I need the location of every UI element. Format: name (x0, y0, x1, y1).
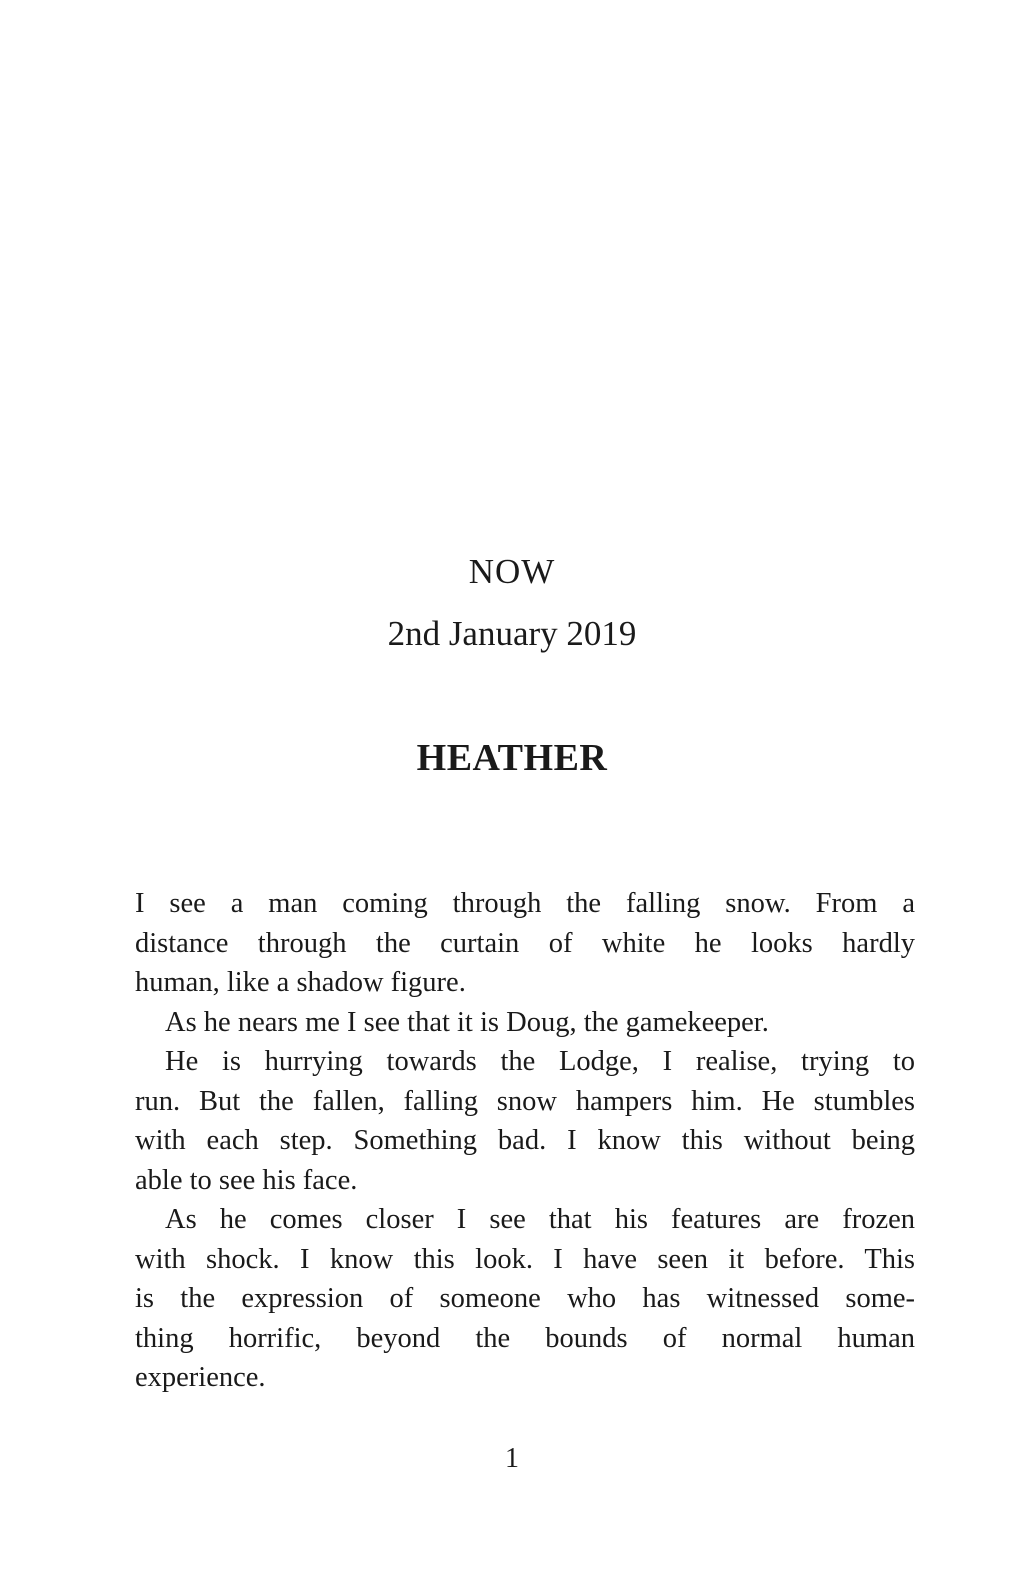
text-line: human, like a shadow figure. (135, 967, 466, 998)
text-line: run. But the fallen, falling snow hampers him. He stumbles (135, 1085, 915, 1117)
part-label: NOW (468, 552, 556, 591)
text-line: I see a man coming through the falling snow. From a (135, 888, 915, 919)
chapter-narrator-title: HEATHER (416, 737, 608, 779)
text-line: with shock. I know this look. I have seen it before. This (135, 1243, 915, 1275)
text-line: is the expression of someone who has witnessed some- (135, 1283, 915, 1314)
text-line: experience. (135, 1362, 266, 1393)
text-line: able to see his face. (135, 1164, 358, 1196)
text-line: He is hurrying towards the Lodge, I realise, trying to (165, 1046, 915, 1077)
text-line: distance through the curtain of white he looks hardly (135, 927, 915, 959)
text-line: As he nears me I see that it is Doug, the gamekeeper. (165, 1006, 769, 1038)
text-line: with each step. Something bad. I know this without being (135, 1125, 915, 1156)
text-line: As he comes closer I see that his features are frozen (165, 1204, 915, 1235)
body-text (135, 884, 915, 1398)
text-line: thing horrific, beyond the bounds of normal human (135, 1322, 915, 1354)
page-number: 1 (505, 1443, 519, 1474)
chapter-date: 2nd January 2019 (387, 614, 637, 653)
